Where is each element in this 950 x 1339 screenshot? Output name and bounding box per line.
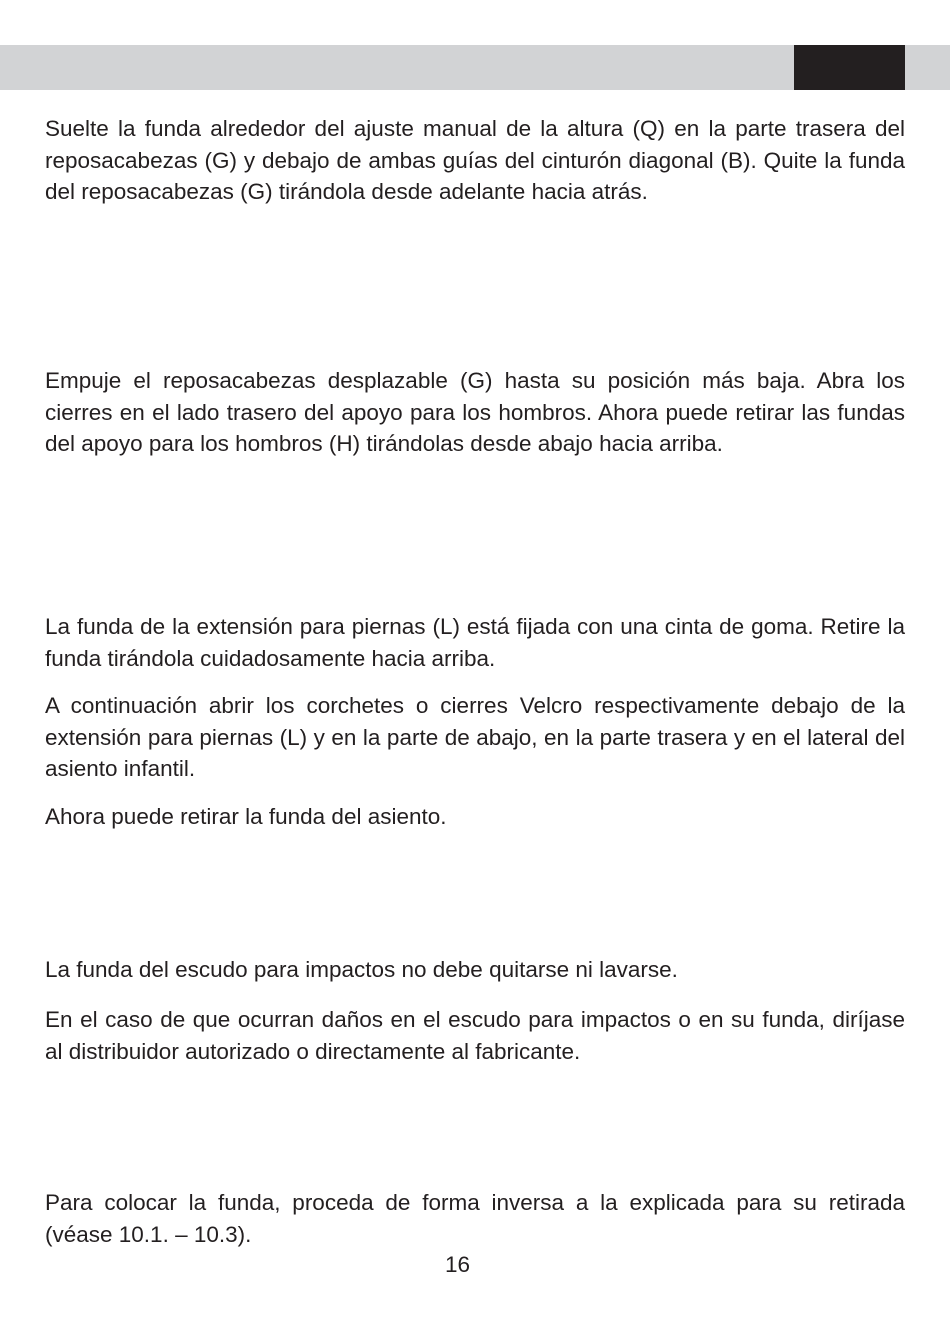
paragraph-refit-cover: Para colocar la funda, proceda de forma inversa a la explicada para su retirada (véase 10.1. – 10.3). [45, 1190, 905, 1247]
paragraph-open-fasteners: A continuación abrir los corchetes o cierres Velcro respectivamente debajo de la extensión para piernas (L) y en la parte de abajo, en la parte trasera y en el lateral del asiento infantil. [45, 693, 905, 782]
paragraph-remove-headrest-cover: Suelte la funda alrededor del ajuste manual de la altura (Q) en la parte trasera del reposacabezas (G) y debajo de ambas guías del cinturón diagonal (B). Quite la funda del reposacabezas (G) tirándola desde adelante hacia atrás. [45, 116, 905, 205]
paragraph-remove-shoulder-pad-covers: Empuje el reposacabezas desplazable (G) hasta su posición más baja. Abra los cierres en el lado trasero del apoyo para los hombros. Ahora puede retirar las fundas del apoyo para los hombros (H) tirándolas desde abajo hacia arriba. [45, 368, 905, 457]
header-tab-block [794, 45, 905, 90]
paragraph-impact-shield-damage: En el caso de que ocurran daños en el escudo para impactos o en su funda, diríjase al distribuidor autorizado o directamente al fabricante. [45, 1007, 905, 1064]
page-number: 16 [444, 1252, 471, 1277]
paragraph-leg-extension-cover: La funda de la extensión para piernas (L) está fijada con una cinta de goma. Retire la funda tirándola cuidadosamente hacia arriba. [45, 614, 905, 671]
paragraph-impact-shield-cover: La funda del escudo para impactos no debe quitarse ni lavarse. [45, 957, 678, 982]
paragraph-remove-seat-cover: Ahora puede retirar la funda del asiento. [45, 804, 447, 829]
